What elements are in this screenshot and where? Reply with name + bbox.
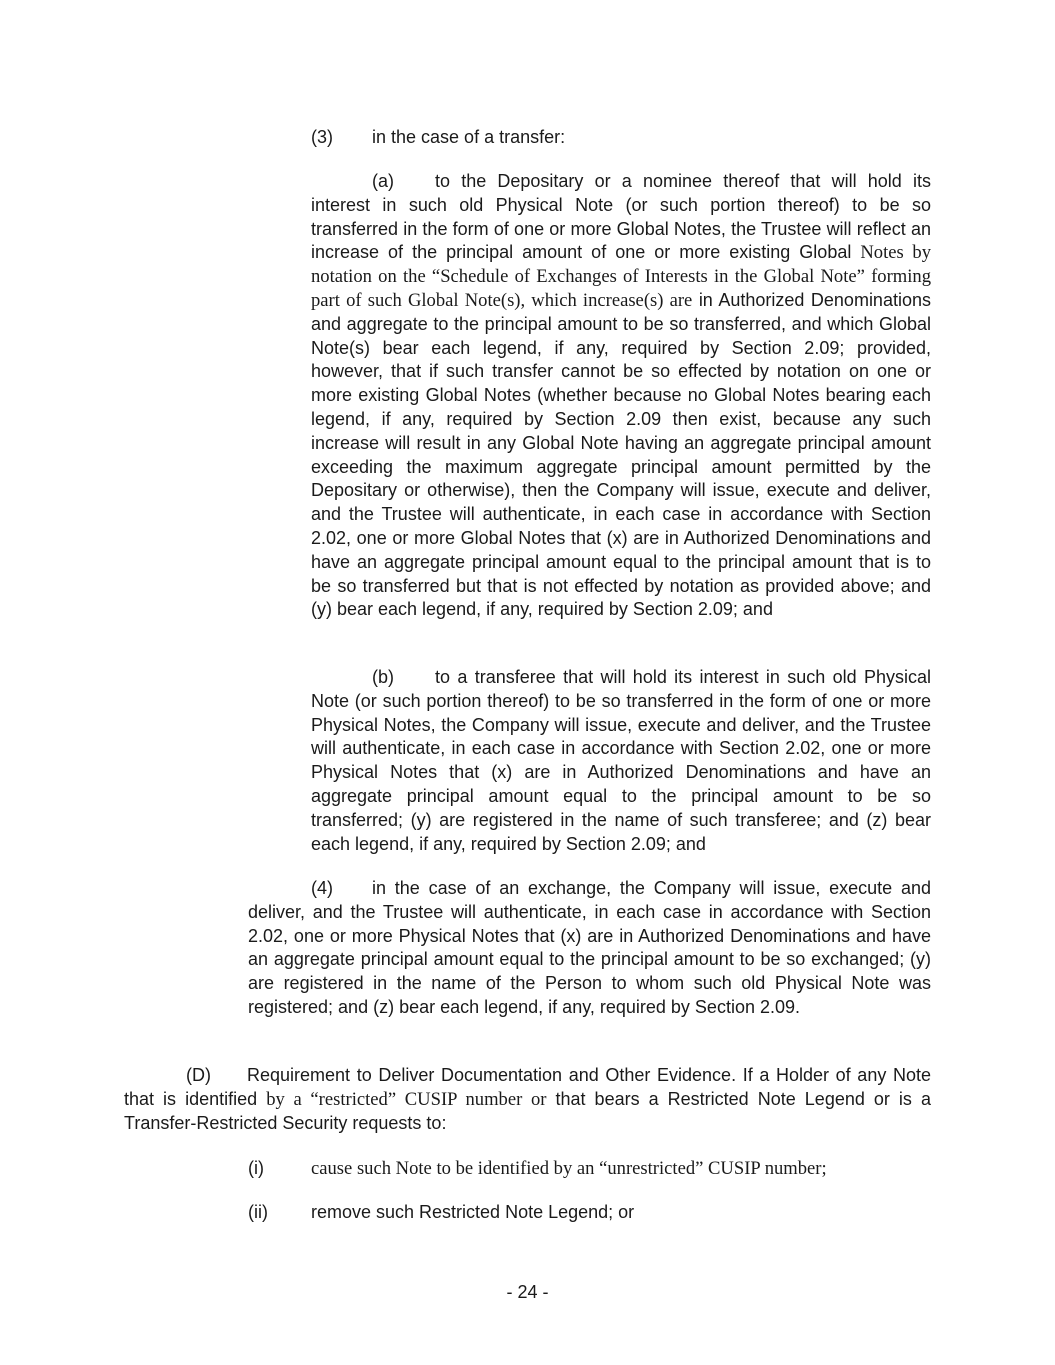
item-4-label: (4) bbox=[311, 878, 333, 898]
item-b-label: (b) bbox=[372, 667, 394, 687]
item-D-label: (D) bbox=[186, 1065, 211, 1085]
item-ii bbox=[248, 1200, 634, 1224]
item-b-paragraph bbox=[311, 666, 931, 856]
item-D-text-part1: Requirement to Deliver Documentation and Other Evidence. If a Holder of any Note that is identified bbox=[124, 1065, 931, 1109]
item-i-label: (i) bbox=[248, 1158, 264, 1178]
item-a-text-serif: Notes by notation on the “Schedule of Exchanges of Interests in the Global Note” forming part of such Global Note(s), which increase(s) are bbox=[311, 242, 931, 311]
item-a-text-part2: in Authorized Denominations and aggregate to the principal amount to be so transferred, and which Global Note(s) bear each legend, if any, required by Section 2.09; provided, however, that if such transfer cannot be so effected by notation on one or more existing Global Notes (whether because no Global Notes bearing each legend, if any, required by Section 2.09 then exist, because any such increase will result in any Global Note having an aggregate principal amount exceeding the maximum aggregate principal amount permitted by the Depositary or otherwise), then the Company will issue, execute and deliver, and the Trustee will authenticate, in each case in accordance with Section 2.02, one or more Global Notes that (x) are in Authorized Denominations and have an aggregate principal amount equal to the principal amount that is to be so transferred but that is not effected by notation as provided above; and (y) bear each legend, if any, required by Section 2.09; and bbox=[311, 289, 931, 620]
item-i bbox=[248, 1156, 827, 1181]
item-i-text: cause such Note to be identified by an “unrestricted” CUSIP number; bbox=[311, 1158, 827, 1179]
item-D-text-serif: by a “restricted” CUSIP number or bbox=[266, 1088, 547, 1110]
item-3-label: (3) bbox=[311, 127, 333, 147]
item-a-paragraph bbox=[311, 170, 931, 622]
item-3-text: in the case of a transfer: bbox=[372, 127, 566, 147]
item-ii-text: remove such Restricted Note Legend; or bbox=[311, 1202, 635, 1222]
item-D-text-part2: that bears a Restricted Note Legend or is a Transfer-Restricted Security requests to: bbox=[124, 1088, 931, 1133]
item-4-paragraph bbox=[248, 877, 931, 1020]
page-number: - 24 - bbox=[506, 1282, 549, 1302]
item-4-text: in the case of an exchange, the Company will issue, execute and deliver, and the Trustee will authenticate, in each case in accordance with Section 2.02, one or more Physical Notes that (x) are in Authorized Denominations and have an aggregate principal amount equal to the principal amount to be so exchanged; (y) are registered in the name of the Person to whom such old Physical Note was registered; and (z) bear each legend, if any, required by Section 2.09. bbox=[248, 878, 931, 1017]
item-b-text: to a transferee that will hold its interest in such old Physical Note (or such portion thereof) to be so transferred in the form of one or more Physical Notes, the Company will issue, execute and deliver, and the Trustee will authenticate, in each case in accordance with Section 2.02, one or more Physical Notes that (x) are in Authorized Denominations and have an aggregate principal amount equal to the principal amount to be so transferred; (y) are registered in the name of such transferee; and (z) bear each legend, if any, required by Section 2.09; and bbox=[311, 667, 931, 854]
item-a-text-part1: to the Depositary or a nominee thereof that will hold its interest in such old Physical Note (or such portion thereof) to be so transferred in the form of one or more Global Notes, the Trustee will reflect an increase of the principal amount of one or more existing Global bbox=[311, 171, 931, 263]
item-ii-label: (ii) bbox=[248, 1202, 268, 1222]
item-a-label: (a) bbox=[372, 171, 394, 191]
item-D-paragraph bbox=[124, 1064, 931, 1135]
item-3 bbox=[311, 125, 565, 149]
